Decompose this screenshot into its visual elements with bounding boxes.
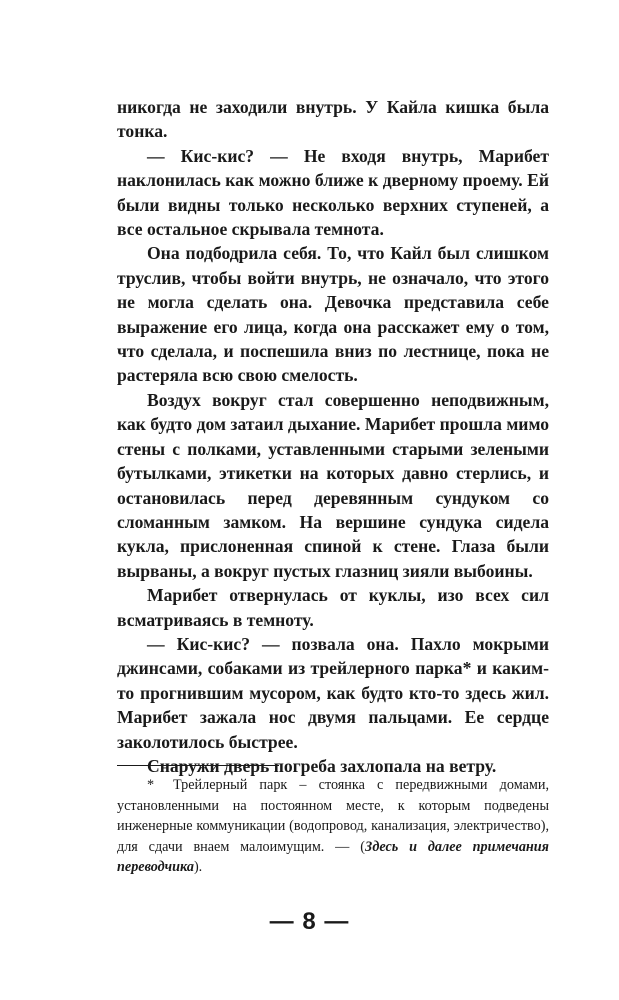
paragraph: никогда не заходили внутрь. У Кайла кишка была тонка. <box>117 97 549 142</box>
footnote-mark: * <box>147 777 155 793</box>
footnote-divider <box>117 765 279 766</box>
page-number: — 8 — <box>269 908 350 935</box>
footnote <box>117 775 549 878</box>
paragraph: — Кис-кис? — позвала она. Пахло мокрыми джинсами, собаками из трейлерного парка* и каким-то прогнившим мусором, как будто кто-то здесь жил. Марибет зажала нос двумя пальцами. Ее сердце заколотилось быстрее. <box>117 633 549 752</box>
footnote-italic: Здесь и далее примечания переводчика <box>117 838 549 876</box>
paragraph: — Кис-кис? — Не входя внутрь, Марибет наклонилась как можно ближе к дверному проему. Ей были видны только несколько верхних ступеней, а все остальное скрывала темнота. <box>117 145 549 240</box>
paragraph: Снаружи дверь погреба захлопала на ветру. <box>147 755 497 776</box>
paragraph: Марибет отвернулась от куклы, изо всех сил всматриваясь в темноту. <box>117 585 549 630</box>
body-text <box>117 95 549 778</box>
footnote-end: ). <box>193 859 203 876</box>
paragraph: Она подбодрила себя. То, что Кайл был слишком труслив, чтобы войти внутрь, не означало, что этого не могла сделать она. Девочка представила себе выражение его лица, когда она расскажет ему о том, что сделала, и поспешила вниз по лестнице, пока не растеряла всю свою смелость. <box>117 243 549 386</box>
footnote-text: Трейлерный парк – стоянка с передвижными домами, установленными на постоянном месте, к которым подведены инженерные коммуникации (водопровод, канализация, электричество), для сдачи внаем малоимущим. — ( <box>117 777 549 855</box>
paragraph: Воздух вокруг стал совершенно неподвижным, как будто дом затаил дыхание. Марибет прошла мимо стены с полками, уставленными старыми зелеными бутылками, этикетки на которых давно стерлись, и остановилась перед деревянным сундуком со сломанным замком. На вершине сундука сидела кукла, прислоненная спиной к стене. Глаза были вырваны, а вокруг пустых глазниц зияли выбоины. <box>117 389 549 581</box>
